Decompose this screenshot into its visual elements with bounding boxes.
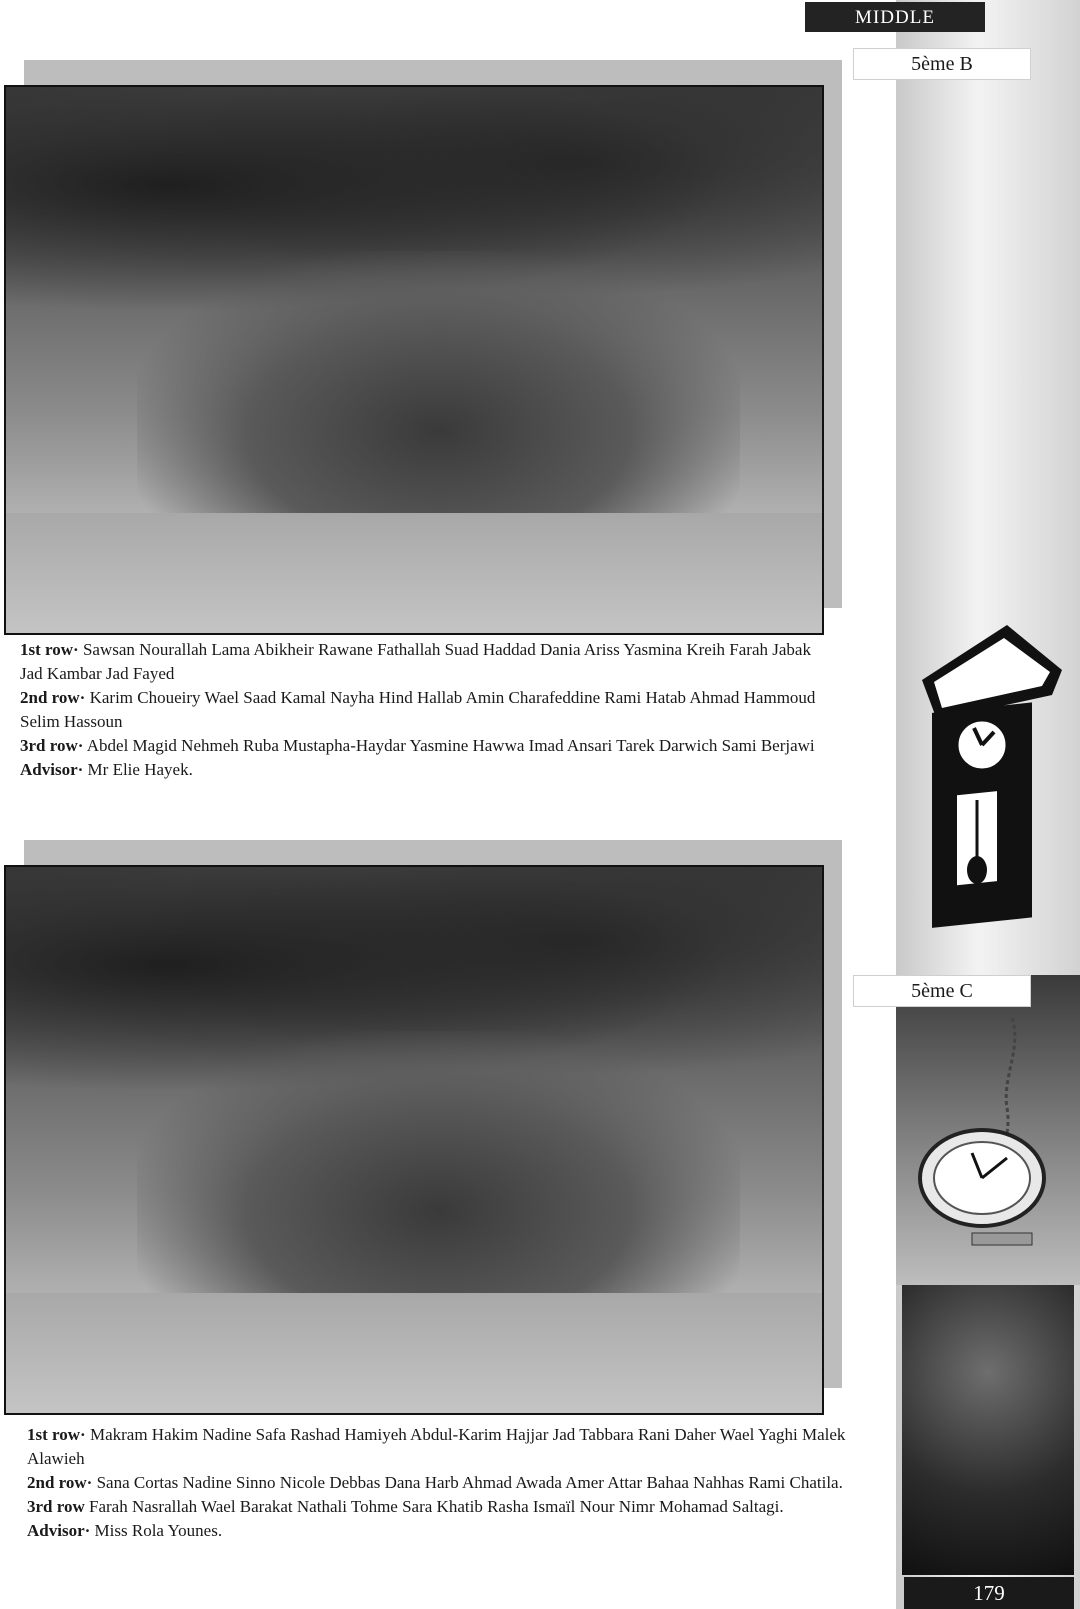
caption-row [20, 638, 820, 686]
row-names: Farah Nasrallah Wael Barakat Nathali Tohme Sara Khatib Rasha Ismaïl Nour Nimr Mohamad Saltagi. [89, 1497, 784, 1516]
class-label-5eme-b: 5ème B [853, 48, 1031, 80]
caption-row [27, 1423, 857, 1471]
caption-row [20, 734, 820, 758]
row-label: 3rd row [27, 1497, 85, 1516]
pocket-watch-icon [912, 1008, 1057, 1248]
caption-row [20, 686, 820, 734]
grandfather-clock-icon [912, 620, 1062, 950]
page-number: 179 [904, 1577, 1074, 1609]
row-names: Miss Rola Younes. [94, 1521, 223, 1540]
section-tag: MIDDLE [805, 2, 985, 32]
caption-5eme-c [27, 1423, 857, 1543]
class-photo-5eme-b [4, 85, 824, 635]
class-photo-5eme-c [4, 865, 824, 1415]
caption-row [27, 1471, 857, 1495]
row-label: Advisor· [20, 760, 84, 779]
caption-row [27, 1495, 857, 1519]
row-names: Sana Cortas Nadine Sinno Nicole Debbas Dana Harb Ahmad Awada Amer Attar Bahaa Nahhas Rami Chatila. [96, 1473, 843, 1492]
row-names: Abdel Magid Nehmeh Ruba Mustapha-Haydar Yasmine Hawwa Imad Ansari Tarek Darwich Sami Berjawi [86, 736, 815, 755]
caption-row [20, 758, 820, 782]
row-label: 1st row· [20, 640, 79, 659]
row-label: 2nd row· [27, 1473, 93, 1492]
class-label-5eme-c: 5ème C [853, 975, 1031, 1007]
row-label: 3rd row· [20, 736, 84, 755]
row-names: Makram Hakim Nadine Safa Rashad Hamiyeh Abdul-Karim Hajjar Jad Tabbara Rani Daher Wael Yaghi Malek Alawieh [27, 1425, 846, 1468]
row-names: Sawsan Nourallah Lama Abikheir Rawane Fathallah Suad Haddad Dania Ariss Yasmina Kreih Farah Jabak Jad Kambar Jad Fayed [20, 640, 811, 683]
row-label: Advisor· [27, 1521, 91, 1540]
row-names: Mr Elie Hayek. [87, 760, 193, 779]
caption-5eme-b [20, 638, 820, 782]
sidebar-clockwork-image [902, 1285, 1074, 1575]
row-label: 2nd row· [20, 688, 86, 707]
caption-row [27, 1519, 857, 1543]
row-label: 1st row· [27, 1425, 86, 1444]
row-names: Karim Choueiry Wael Saad Kamal Nayha Hind Hallab Amin Charafeddine Rami Hatab Ahmad Hammoud Selim Hassoun [20, 688, 816, 731]
